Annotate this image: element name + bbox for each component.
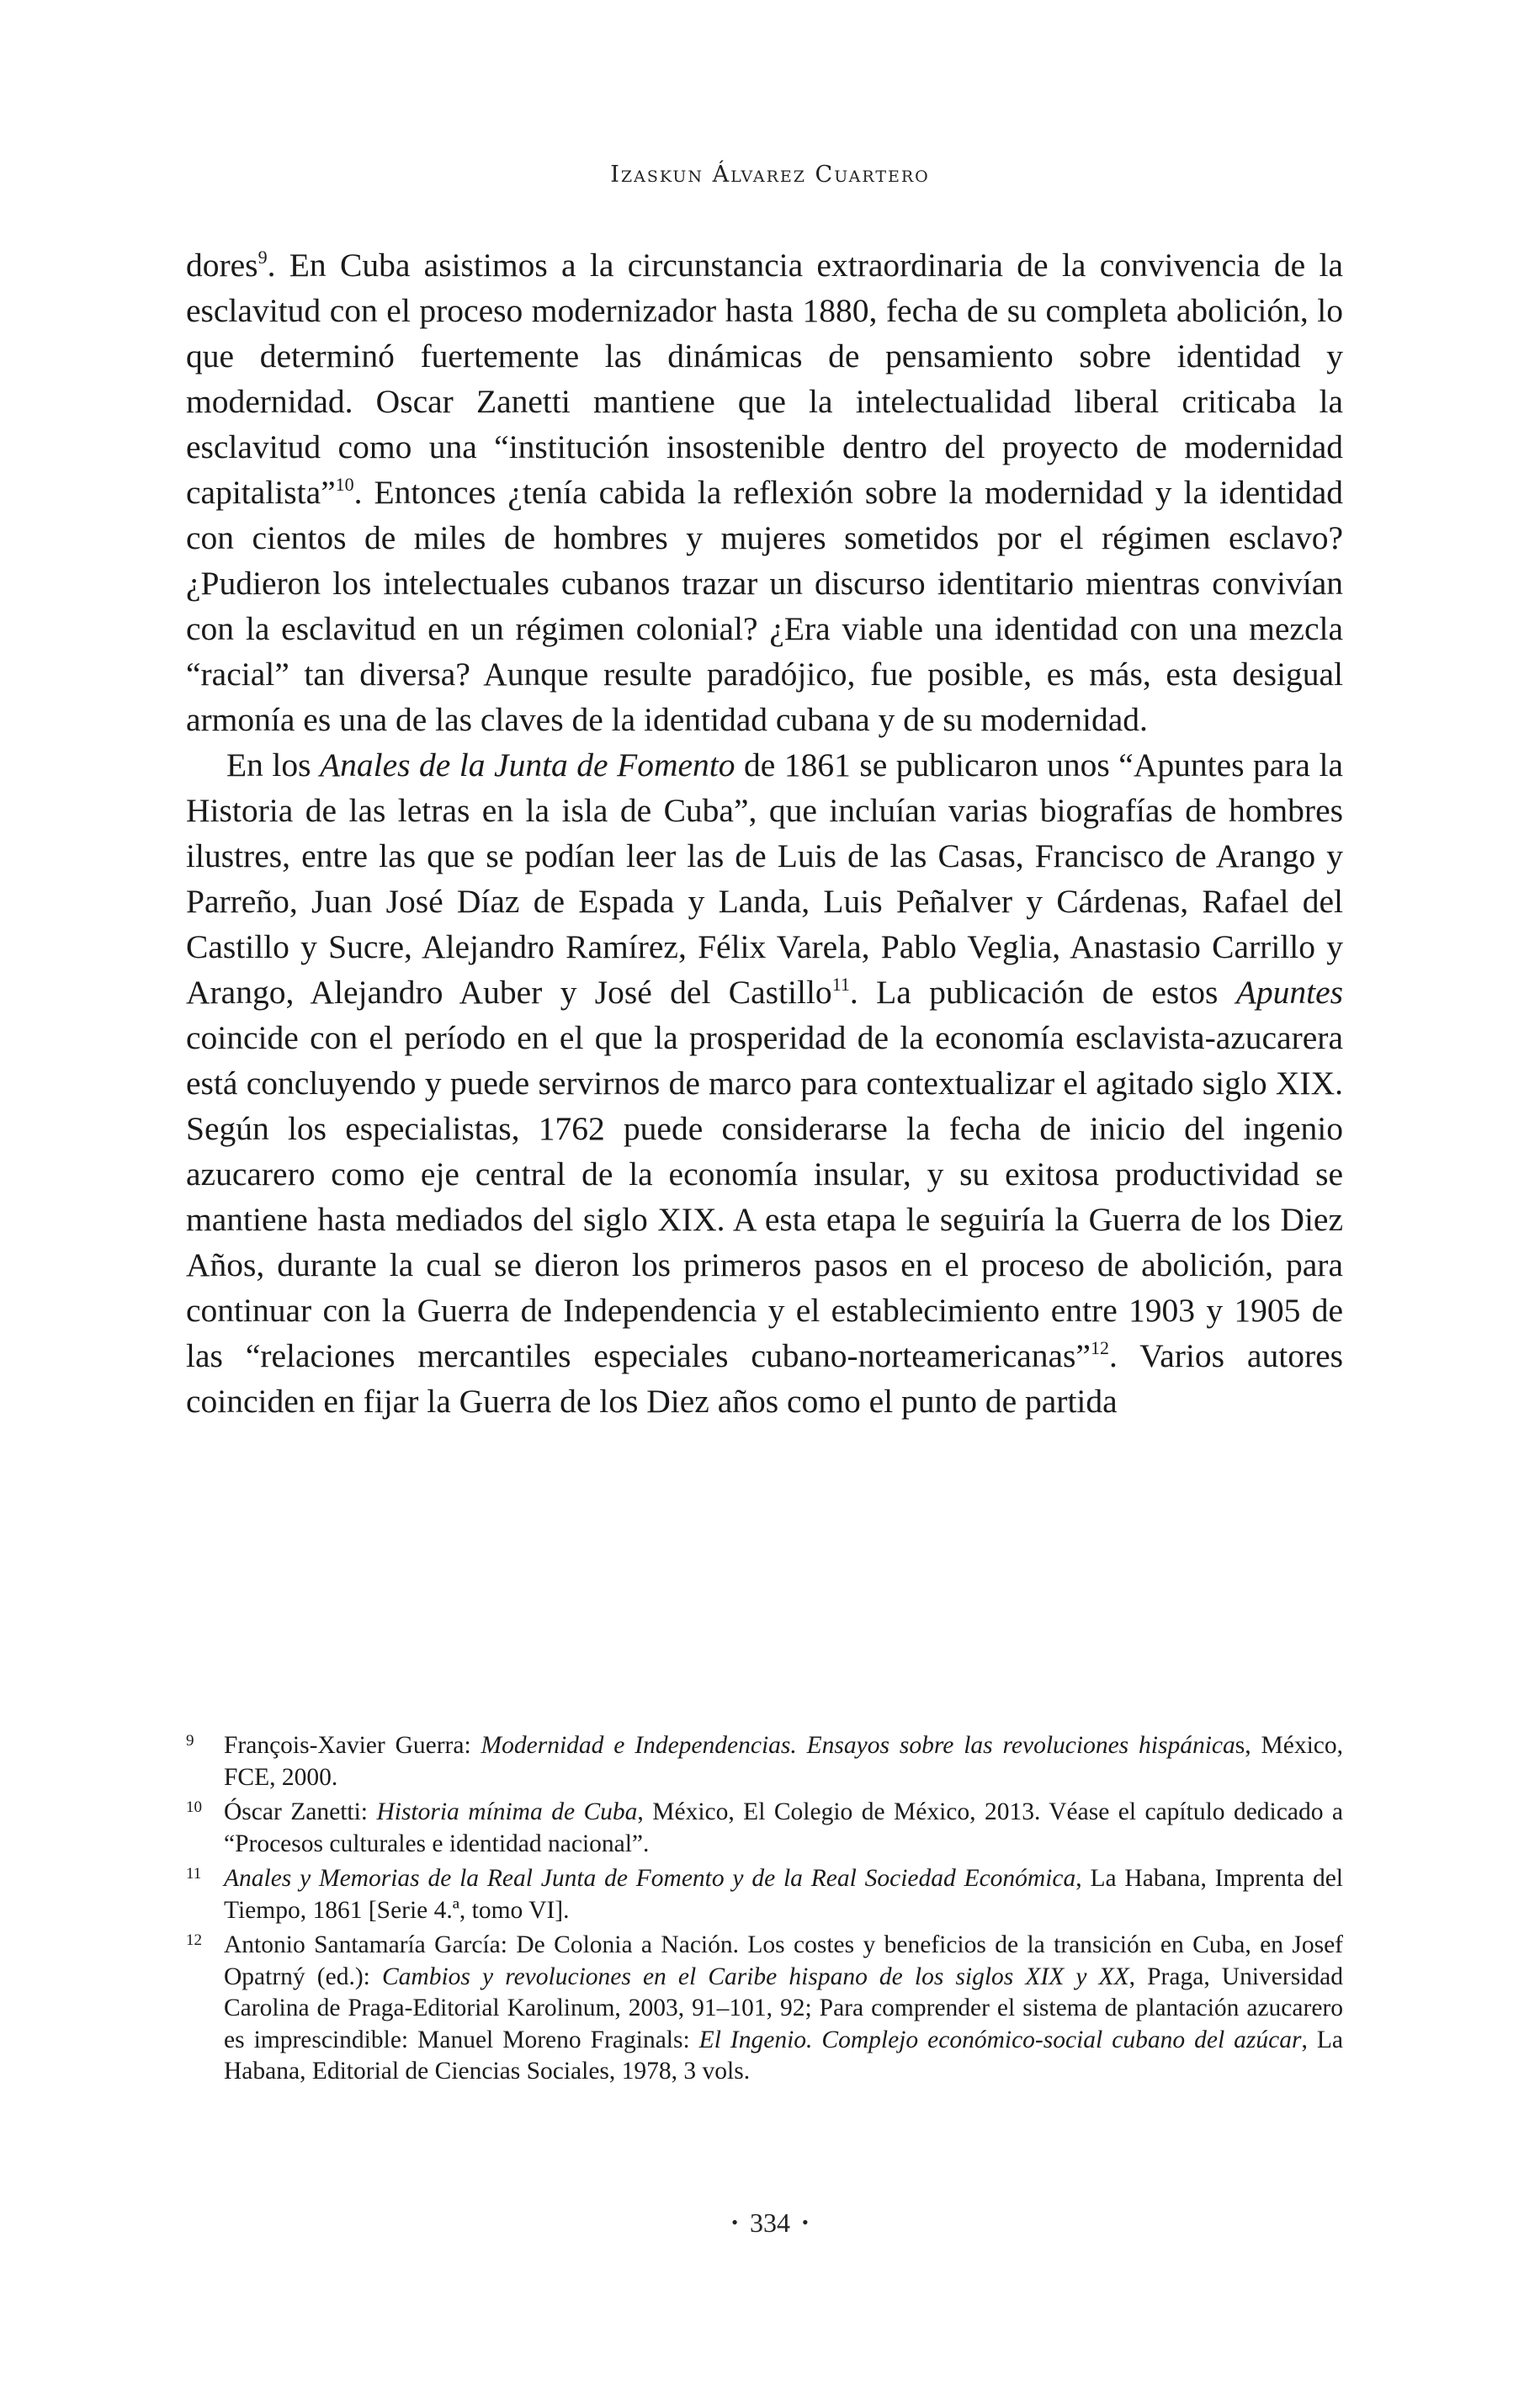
footnote-ref-10: 10 — [335, 474, 354, 495]
text-run: . La publicación de estos — [849, 974, 1236, 1011]
footnote-12 — [186, 1930, 1343, 2088]
text-run: dores — [186, 247, 258, 284]
bullet-left: • — [731, 2212, 738, 2233]
footnote-number: 12 — [186, 1931, 202, 1949]
footnote-number: 10 — [186, 1798, 202, 1816]
text-run: . Entonces ¿tenía cabida la reflexión sobre la modernidad y la identidad con cientos de miles de hombres y mujeres sometidos por el régimen esclavo? ¿Pudieron los intelectuales cubanos trazar un discurso identitario mientras convivían con la esclavitud en un régimen colonial? ¿Era viable una identidad con una mezcla “racial” tan diversa? Aunque resulte paradójico, fue posible, es más, esta desigual armonía es una de las claves de la identidad cubana y de su modernidad. — [186, 474, 1343, 738]
italic-title: Modernidad e Independencias. Ensayos sobre las revoluciones hispánica — [481, 1732, 1235, 1759]
footnote-9 — [186, 1730, 1343, 1793]
italic-title: El Ingenio. Complejo económico-social cubano del azúcar — [698, 2026, 1302, 2053]
paragraph-2 — [186, 742, 1343, 1424]
footnote-11 — [186, 1863, 1343, 1926]
italic-title: Anales y Memorias de la Real Junta de Fomento y de la Real Sociedad Económica — [224, 1865, 1076, 1892]
footnote-10 — [186, 1797, 1343, 1860]
italic-title: Cambios y revoluciones en el Caribe hispano de los siglos XIX y XX — [381, 1963, 1129, 1990]
page-folio — [0, 2207, 1540, 2239]
text-run: de 1861 se publicaron unos “Apuntes para la Historia de las letras en la isla de Cuba”, que incluían varias biografías de hombres ilustres, entre las que se podían leer las de Luis de las Casas, Francisco de Arango y Parreño, Juan José Díaz de Espada y Landa, Luis Peñalver y Cárdenas, Rafael del Castillo y Sucre, Alejandro Ramírez, Félix Varela, Pablo Veglia, Anastasio Carrillo y Arango, Alejandro Auber y José del Castillo — [186, 746, 1343, 1011]
italic-title: Historia mínima de Cuba — [376, 1798, 638, 1825]
footnote-ref-12: 12 — [1090, 1337, 1109, 1358]
page-number: 334 — [750, 2207, 790, 2238]
text-run: , Praga, Universidad Carolina de Praga-Editorial Karolinum, 2003, 91–101, 92; Para comprender el sistema de plantación azucarero es imprescindible: Manuel Moreno Fraginals: — [224, 1963, 1343, 2053]
footnote-number: 11 — [186, 1865, 202, 1883]
text-run: Antonio Santamaría García: De Colonia a Nación. Los costes y beneficios de la transición en Cuba, en Josef Opatrný (ed.): — [224, 1931, 1343, 1990]
body-text — [186, 242, 1343, 1424]
text-run: En los — [226, 746, 320, 783]
text-run: , La Habana, Imprenta del Tiempo, 1861 [Serie 4.ª, tomo VI]. — [224, 1865, 1343, 1924]
text-run: s, México, FCE, 2000. — [224, 1732, 1343, 1791]
text-run: , México, El Colegio de México, 2013. Véase el capítulo dedicado a “Procesos culturales e identidad nacional”. — [224, 1798, 1343, 1857]
footnote-number: 9 — [186, 1732, 194, 1750]
italic-title: Anales de la Junta de Fomento — [320, 746, 735, 783]
text-run: François-Xavier Guerra: — [224, 1732, 481, 1759]
footnotes — [186, 1730, 1343, 2091]
footnote-ref-9: 9 — [258, 247, 268, 268]
text-run: , La Habana, Editorial de Ciencias Sociales, 1978, 3 vols. — [224, 2026, 1343, 2085]
paragraph-1 — [186, 242, 1343, 742]
text-run: Óscar Zanetti: — [224, 1798, 377, 1825]
text-run: . En Cuba asistimos a la circunstancia extraordinaria de la convivencia de la esclavitud con el proceso modernizador hasta 1880, fecha de su completa abolición, lo que determinó fuertemente las dinámicas de pensamiento sobre identidad y modernidad. Oscar Zanetti mantiene que la intelectualidad liberal criticaba la esclavitud como una “institución insostenible dentro del proyecto de modernidad capitalista” — [186, 247, 1343, 511]
footnote-ref-11: 11 — [831, 974, 850, 995]
italic-title: Apuntes — [1235, 974, 1343, 1011]
bullet-right: • — [802, 2212, 809, 2233]
running-head: Izaskun Álvarez Cuartero — [610, 162, 930, 188]
text-run: coincide con el período en el que la prosperidad de la economía esclavista-azucarera está concluyendo y puede servirnos de marco para contextualizar el agitado siglo XIX. Según los especialistas, 1762 puede considerarse la fecha de inicio del ingenio azucarero como eje central de la economía insular, y su exitosa productividad se mantiene hasta mediados del siglo XIX. A esta etapa le seguiría la Guerra de los Diez Años, durante la cual se dieron los primeros pasos en el proceso de abolición, para continuar con la Guerra de Independencia y el establecimiento entre 1903 y 1905 de las “relaciones mercantiles especiales cubano-norteamericanas” — [186, 1019, 1343, 1374]
text-run: . Varios autores coinciden en fijar la Guerra de los Diez años como el punto de partida — [186, 1337, 1343, 1420]
